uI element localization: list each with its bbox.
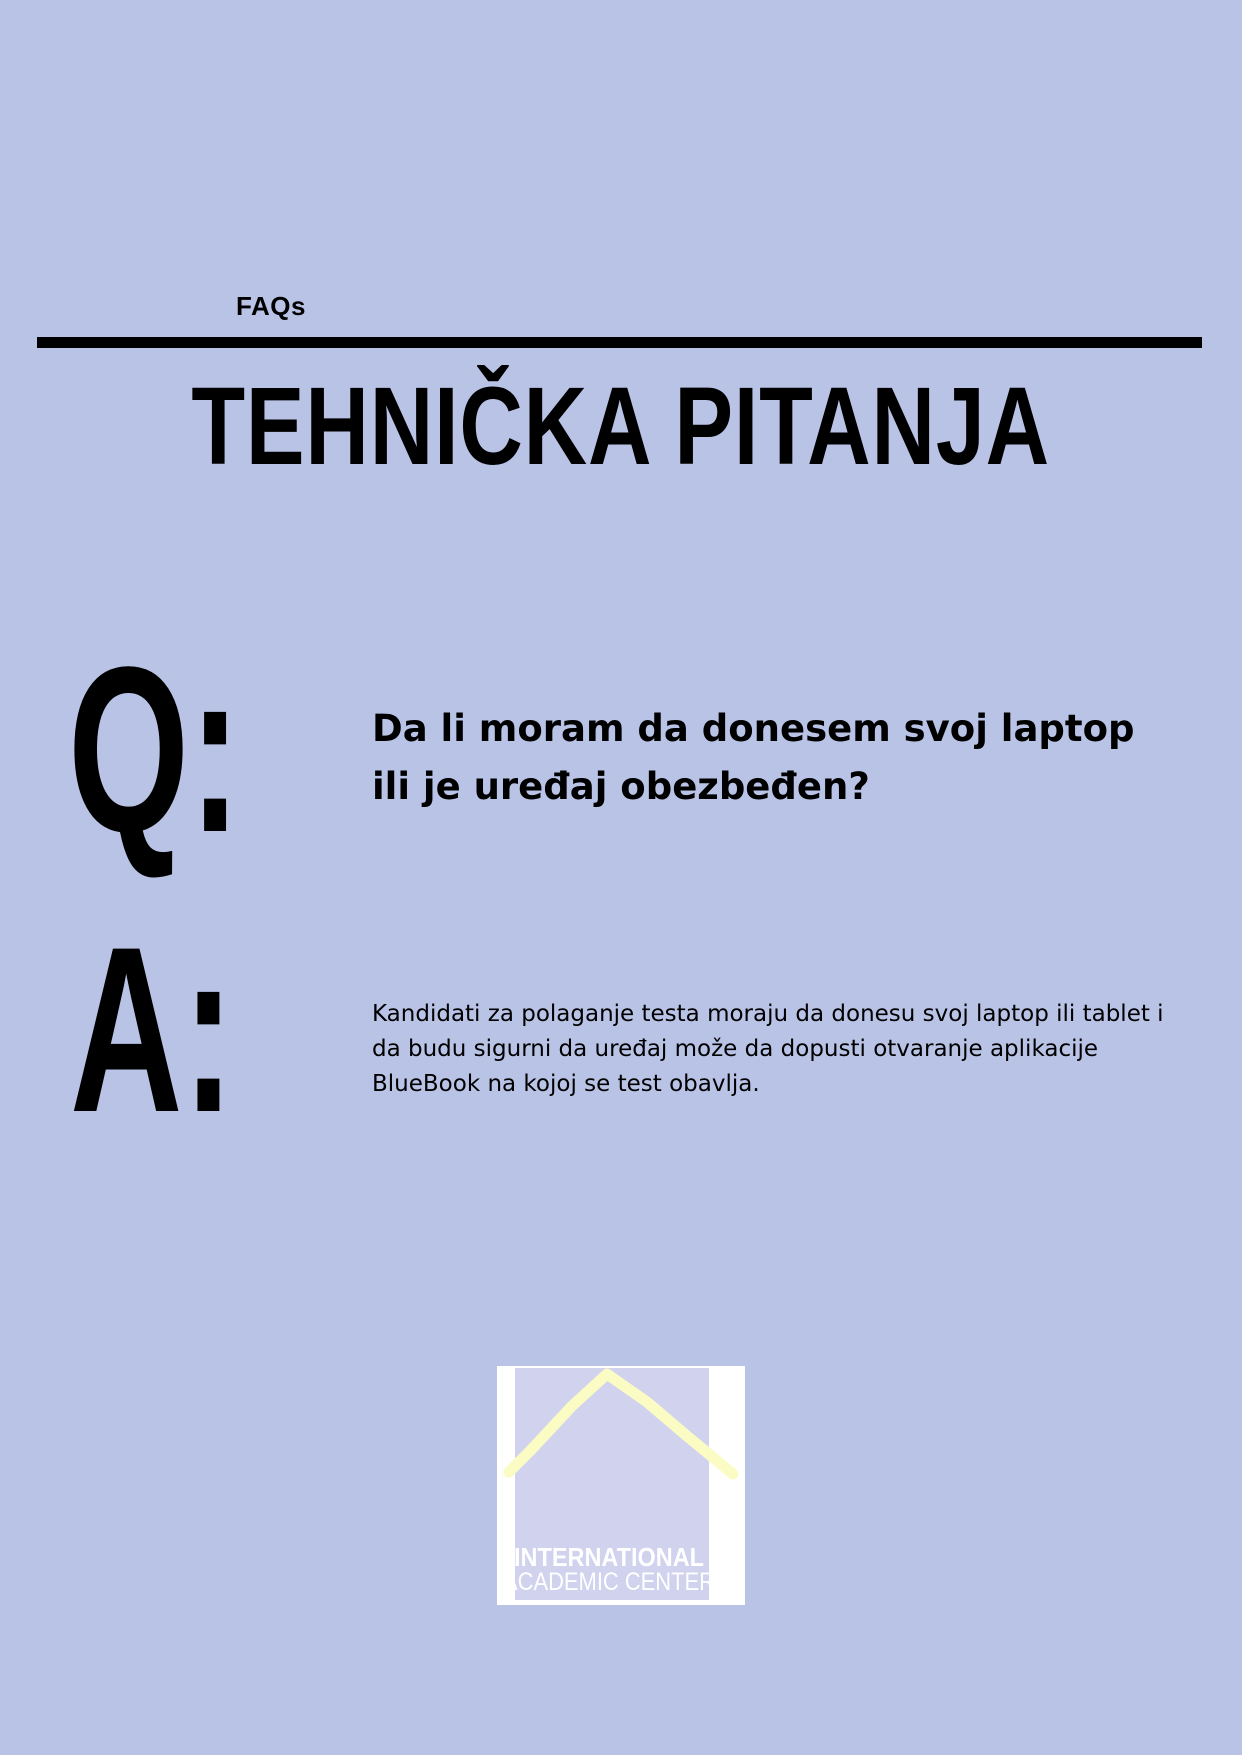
question-marker	[68, 618, 268, 882]
question-marker-text: Q:	[68, 618, 242, 882]
section-label: FAQs	[236, 291, 306, 321]
faq-answer: Kandidati za polaganje testa moraju da donesu svoj laptop ili tablet i da budu sigurni da uređaj može da dopusti otvaranje aplikacije BlueBook na kojoj se test obavlja.	[372, 1001, 1164, 1097]
logo-swirl-icon	[723, 1580, 735, 1592]
header-divider	[37, 337, 1202, 348]
logo-graphic	[497, 1366, 745, 1605]
page-title-text: TEHNIČKA PITANJA	[191, 365, 1051, 488]
faq-question: Da li moram da donesem svoj laptop ili je uređaj obezbeđen?	[372, 707, 1135, 808]
answer-marker	[70, 898, 270, 1162]
logo-line2: ACADEMIC CENTER	[503, 1568, 715, 1596]
answer-marker-text: A:	[70, 898, 235, 1162]
academic-center-logo	[497, 1366, 745, 1605]
page-title	[0, 362, 1242, 492]
logo-line1: INTERNATIONAL	[514, 1542, 705, 1572]
